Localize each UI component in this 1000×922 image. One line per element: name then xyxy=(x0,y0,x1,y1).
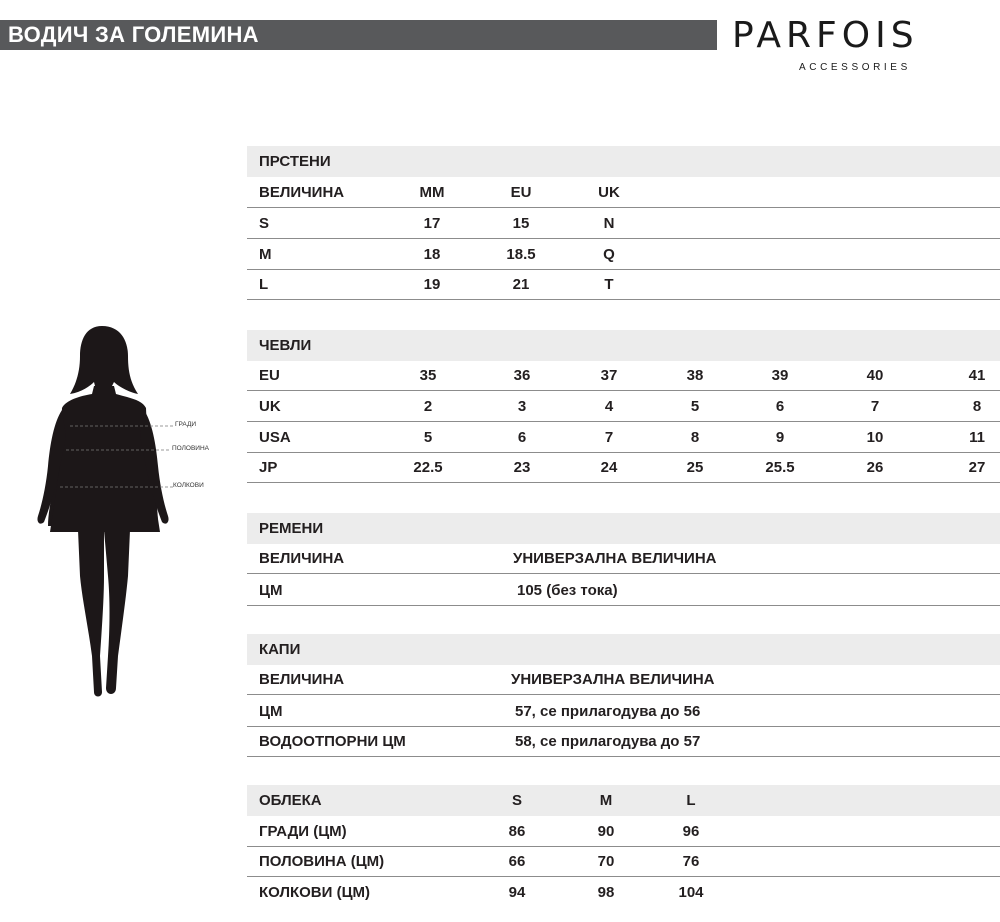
page-title: ВОДИЧ ЗА ГОЛЕМИНА xyxy=(8,22,259,47)
figure-label-waist: ПОЛОВИНА xyxy=(172,445,210,452)
table-cell: 39 xyxy=(771,367,789,384)
table-cell: КОЛКОВИ (ЦМ) xyxy=(259,884,371,901)
table-cell: 9 xyxy=(775,429,785,446)
table-cell: 76 xyxy=(682,853,700,870)
table-row xyxy=(247,452,1000,483)
table-row xyxy=(247,360,1000,391)
clothing-header-l: L xyxy=(686,792,696,809)
table-cell: 2 xyxy=(423,398,433,415)
table-cell: 38 xyxy=(686,367,704,384)
table-cell: S xyxy=(259,215,270,232)
table-cell: 24 xyxy=(600,459,618,476)
table-cell: 57, се прилагодува до 56 xyxy=(515,703,701,720)
rings-header-uk: UK xyxy=(598,184,620,201)
table-row xyxy=(247,696,1000,727)
table-cell: N xyxy=(603,215,615,232)
table-cell: USA xyxy=(259,429,291,446)
figure-label-hips: КОЛКОВИ xyxy=(173,482,204,489)
table-cell: УНИВЕРЗАЛНА ВЕЛИЧИНА xyxy=(513,550,717,567)
table-cell: 4 xyxy=(604,398,614,415)
table-cell: UK xyxy=(259,398,281,415)
table-cell: 6 xyxy=(517,429,527,446)
clothing-header-m: M xyxy=(599,792,613,809)
table-cell: ВЕЛИЧИНА xyxy=(259,671,345,688)
table-cell: 25 xyxy=(686,459,704,476)
hats-title-row xyxy=(247,634,1000,665)
rings-header-mm: MM xyxy=(419,184,445,201)
table-cell: 104 xyxy=(678,884,704,901)
table-cell: 18.5 xyxy=(506,246,536,263)
hats-title: КАПИ xyxy=(259,641,301,658)
table-cell: T xyxy=(604,276,614,293)
table-cell: 11 xyxy=(969,429,985,446)
table-row xyxy=(247,575,1000,606)
table-cell: ЦМ xyxy=(259,703,283,720)
table-cell: 7 xyxy=(604,429,614,446)
table-cell: JP xyxy=(259,459,278,476)
table-cell: 90 xyxy=(597,823,615,840)
table-cell: 105 (без тока) xyxy=(517,582,618,599)
table-cell: 98 xyxy=(597,884,615,901)
body-silhouette-figure xyxy=(30,326,230,702)
table-cell: Q xyxy=(603,246,615,263)
table-row xyxy=(247,391,1000,422)
table-cell: 27 xyxy=(968,459,986,476)
table-row xyxy=(247,664,1000,695)
table-row xyxy=(247,816,1000,847)
table-cell: ЦМ xyxy=(259,582,283,599)
clothing-header-row xyxy=(247,785,1000,816)
brand-name: PARFOIS xyxy=(732,15,919,56)
table-cell: 66 xyxy=(508,853,526,870)
table-row xyxy=(247,726,1000,757)
table-cell: 23 xyxy=(513,459,531,476)
table-cell: 25.5 xyxy=(765,459,795,476)
table-row xyxy=(247,239,1000,270)
table-cell: 19 xyxy=(423,276,441,293)
shoes-title-row xyxy=(247,330,1000,361)
table-cell: УНИВЕРЗАЛНА ВЕЛИЧИНА xyxy=(511,671,715,688)
table-cell: 5 xyxy=(690,398,700,415)
brand-logo xyxy=(732,14,988,76)
rings-header-row xyxy=(247,177,1000,208)
title-bar xyxy=(0,20,717,50)
table-cell: 21 xyxy=(512,276,530,293)
table-cell: 94 xyxy=(508,884,526,901)
table-cell: M xyxy=(259,246,272,263)
clothing-header-s: S xyxy=(511,792,523,809)
table-cell: 7 xyxy=(870,398,880,415)
table-cell: EU xyxy=(259,367,280,384)
table-cell: 3 xyxy=(517,398,527,415)
figure-label-bust: ГРАДИ xyxy=(175,421,197,428)
table-row xyxy=(247,269,1000,300)
table-cell: 5 xyxy=(423,429,433,446)
table-cell: 15 xyxy=(512,215,530,232)
rings-title-row xyxy=(247,146,1000,177)
table-cell: 8 xyxy=(972,398,982,415)
table-cell: 40 xyxy=(866,367,884,384)
table-cell: 37 xyxy=(600,367,618,384)
table-cell: 35 xyxy=(419,367,437,384)
rings-title: ПРСТЕНИ xyxy=(259,153,331,170)
table-row xyxy=(247,877,1000,908)
table-cell: 18 xyxy=(423,246,441,263)
table-cell: 8 xyxy=(690,429,700,446)
belts-title: РЕМЕНИ xyxy=(259,520,324,537)
rings-header-eu: EU xyxy=(510,184,532,201)
table-cell: 17 xyxy=(423,215,441,232)
rings-header-size: ВЕЛИЧИНА xyxy=(259,184,345,201)
table-cell: 58, се прилагодува до 57 xyxy=(515,733,701,750)
table-cell: 22.5 xyxy=(413,459,443,476)
table-cell: 86 xyxy=(508,823,526,840)
table-cell: 26 xyxy=(866,459,884,476)
brand-subtitle: ACCESSORIES xyxy=(799,62,911,73)
table-cell: 6 xyxy=(775,398,785,415)
table-cell: L xyxy=(259,276,269,293)
table-cell: 10 xyxy=(866,429,884,446)
belts-title-row xyxy=(247,513,1000,544)
clothing-title: ОБЛЕКА xyxy=(259,792,322,809)
table-row xyxy=(247,208,1000,239)
table-cell: 41 xyxy=(968,367,986,384)
woman-silhouette-icon xyxy=(30,326,230,702)
table-cell: ВЕЛИЧИНА xyxy=(259,550,345,567)
table-row xyxy=(247,543,1000,574)
table-cell: ВОДООТПОРНИ ЦМ xyxy=(259,733,406,750)
table-row xyxy=(247,846,1000,877)
table-cell: ПОЛОВИНА (ЦМ) xyxy=(259,853,385,870)
table-row xyxy=(247,422,1000,453)
table-cell: 70 xyxy=(597,853,615,870)
table-cell: 96 xyxy=(682,823,700,840)
table-cell: ГРАДИ (ЦМ) xyxy=(259,823,347,840)
table-cell: 36 xyxy=(513,367,531,384)
shoes-title: ЧЕВЛИ xyxy=(259,337,312,354)
